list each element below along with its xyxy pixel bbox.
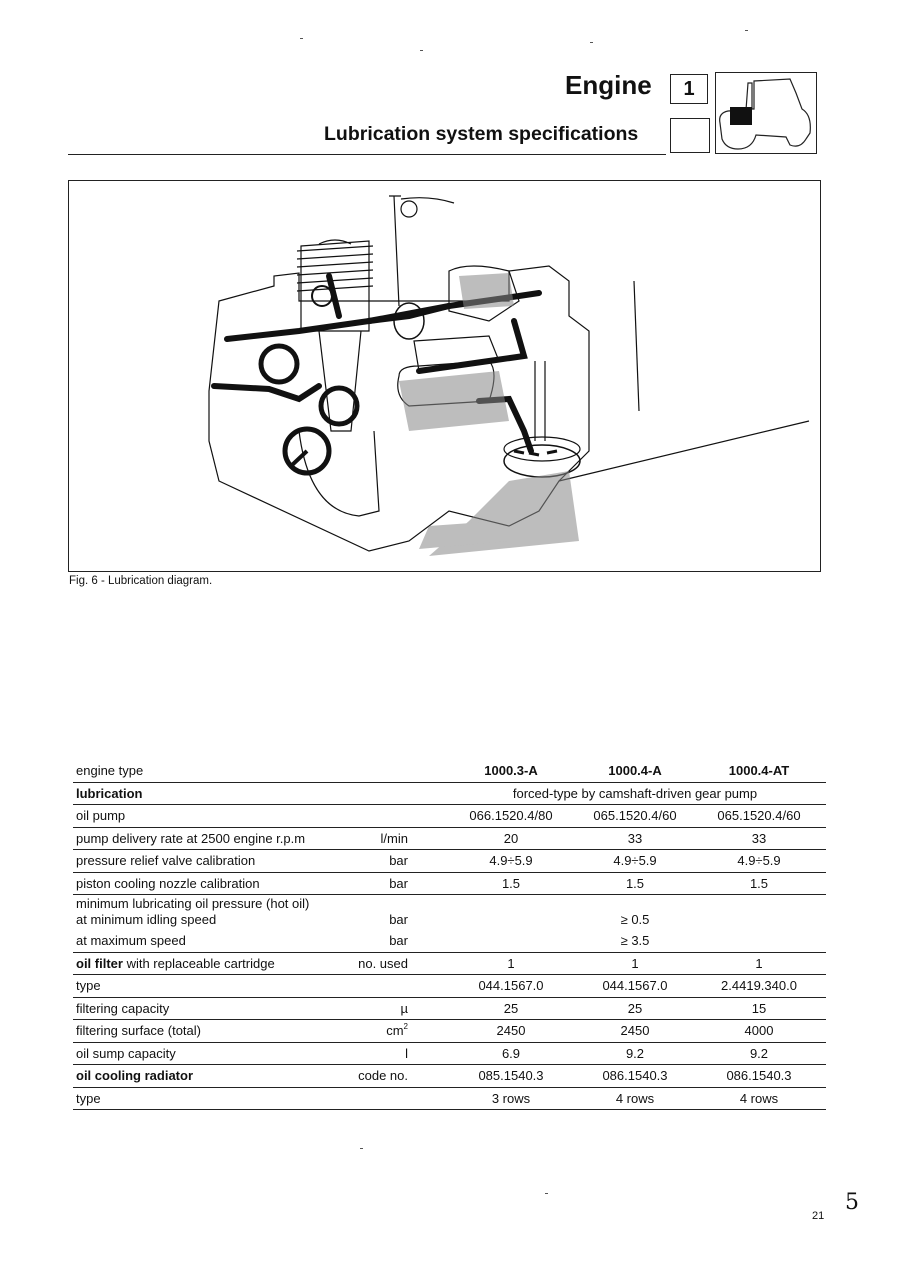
row-unit: bar <box>389 912 408 927</box>
row-unit: l <box>405 1045 408 1061</box>
row-label: oil sump capacity <box>76 1045 176 1061</box>
row-label: lubrication <box>76 785 143 801</box>
row-label: piston cooling nozzle calibration <box>76 875 260 891</box>
row-label: pressure relief valve calibration <box>76 853 256 868</box>
header-rule <box>68 154 666 155</box>
table-row <box>73 975 826 998</box>
row-value: 1.5 <box>625 875 645 891</box>
row-value: 25 <box>503 1000 519 1016</box>
spec-table <box>73 760 826 1110</box>
row-label: type <box>76 1090 101 1106</box>
section-number: 1 <box>683 78 695 100</box>
row-unit <box>358 1020 408 1041</box>
row-value: 065.1520.4/60 <box>717 808 801 823</box>
column-header: 1000.4-A <box>608 763 662 778</box>
row-value: 044.1567.0 <box>602 978 668 993</box>
row-value: 15 <box>751 1000 767 1016</box>
row-value: 3 rows <box>491 1090 531 1106</box>
table-row <box>73 910 826 930</box>
row-value: 2450 <box>496 1023 526 1038</box>
row-value: 4.9÷5.9 <box>489 853 533 868</box>
scan-speck <box>545 1193 548 1194</box>
row-value: forced-type by camshaft-driven gear pump <box>512 785 758 801</box>
column-header: 1000.3-A <box>484 763 538 778</box>
row-label: filtering surface (total) <box>76 1023 201 1038</box>
table-row <box>73 783 826 806</box>
row-value: 4 rows <box>615 1090 655 1106</box>
row-value: ≥ 0.5 <box>620 912 650 927</box>
section-title: Engine <box>565 70 652 100</box>
table-row <box>73 930 826 953</box>
section-number-box <box>670 74 708 104</box>
table-header-row <box>73 760 826 783</box>
scan-speck <box>360 1148 363 1149</box>
chapter-marker: 5 <box>845 1190 859 1215</box>
row-value: 044.1567.0 <box>478 978 544 993</box>
row-unit-base: cm <box>386 1023 404 1038</box>
table-row <box>73 895 826 910</box>
row-unit: µ <box>400 1000 408 1016</box>
scan-speck <box>300 38 303 39</box>
row-label: pump delivery rate at 2500 engine r.p.m <box>76 830 306 846</box>
row-value: 086.1540.3 <box>602 1068 668 1083</box>
row-value: 4000 <box>744 1023 774 1038</box>
page-number: 21 <box>812 1210 825 1222</box>
row-value: 2450 <box>620 1023 650 1038</box>
row-value: 1 <box>507 955 515 971</box>
row-label: oil cooling radiator <box>76 1068 194 1083</box>
subsection-box <box>670 118 710 153</box>
row-label: filtering capacity <box>76 1000 170 1016</box>
table-row <box>73 873 826 896</box>
row-unit: code no. <box>358 1068 408 1083</box>
table-row <box>73 1020 826 1043</box>
header-label: engine type <box>76 763 144 778</box>
row-value: 1 <box>631 955 639 971</box>
table-row <box>73 953 826 976</box>
row-value: 1.5 <box>501 875 521 891</box>
row-value: 065.1520.4/60 <box>593 808 677 823</box>
row-value: 33 <box>751 830 767 846</box>
row-label: type <box>76 978 101 993</box>
row-label-rest: with replaceable cartridge <box>122 955 275 971</box>
row-unit: bar <box>389 853 408 868</box>
scan-speck <box>745 30 748 31</box>
row-label: at maximum speed <box>76 933 186 948</box>
scan-speck <box>590 42 593 43</box>
row-value: 9.2 <box>625 1045 645 1061</box>
row-value: ≥ 3.5 <box>620 933 650 948</box>
column-header: 1000.4-AT <box>728 763 790 778</box>
row-value: 1 <box>755 955 763 971</box>
row-value: 086.1540.3 <box>726 1068 792 1083</box>
table-row <box>73 1065 826 1088</box>
table-row <box>73 850 826 873</box>
lubrication-diagram-frame <box>68 180 821 572</box>
engine-lubrication-cutaway-illustration <box>69 181 819 570</box>
row-value: 4.9÷5.9 <box>737 853 781 868</box>
row-value: 4 rows <box>739 1090 779 1106</box>
figure-caption: Fig. 6 - Lubrication diagram. <box>69 575 213 587</box>
row-value: 085.1540.3 <box>478 1068 544 1083</box>
row-value: 2.4419.340.0 <box>721 978 797 993</box>
page-title: Lubrication system specifications <box>324 123 639 145</box>
row-unit: l/min <box>380 830 408 846</box>
row-unit: bar <box>389 875 408 891</box>
row-label-bold: oil filter <box>76 955 123 971</box>
table-row <box>73 805 826 828</box>
row-label: minimum lubricating oil pressure (hot oil) <box>76 896 310 911</box>
tractor-engine-location-icon <box>715 72 817 154</box>
row-value: 066.1520.4/80 <box>469 808 553 823</box>
row-value: 9.2 <box>749 1045 769 1061</box>
table-row <box>73 828 826 851</box>
row-value: 6.9 <box>501 1045 521 1061</box>
row-value: 33 <box>627 830 643 846</box>
table-row <box>73 1043 826 1066</box>
row-unit-sup: 2 <box>403 1022 408 1031</box>
row-unit: no. used <box>358 955 408 971</box>
table-row <box>73 998 826 1021</box>
table-row <box>73 1088 826 1111</box>
row-label: oil pump <box>76 808 126 823</box>
row-unit: bar <box>389 933 408 948</box>
row-label: at minimum idling speed <box>76 912 217 927</box>
row-value: 25 <box>627 1000 643 1016</box>
row-value: 1.5 <box>749 875 769 891</box>
row-value: 20 <box>503 830 519 846</box>
row-value: 4.9÷5.9 <box>613 853 657 868</box>
row-label <box>76 953 275 974</box>
scan-speck <box>420 50 423 51</box>
